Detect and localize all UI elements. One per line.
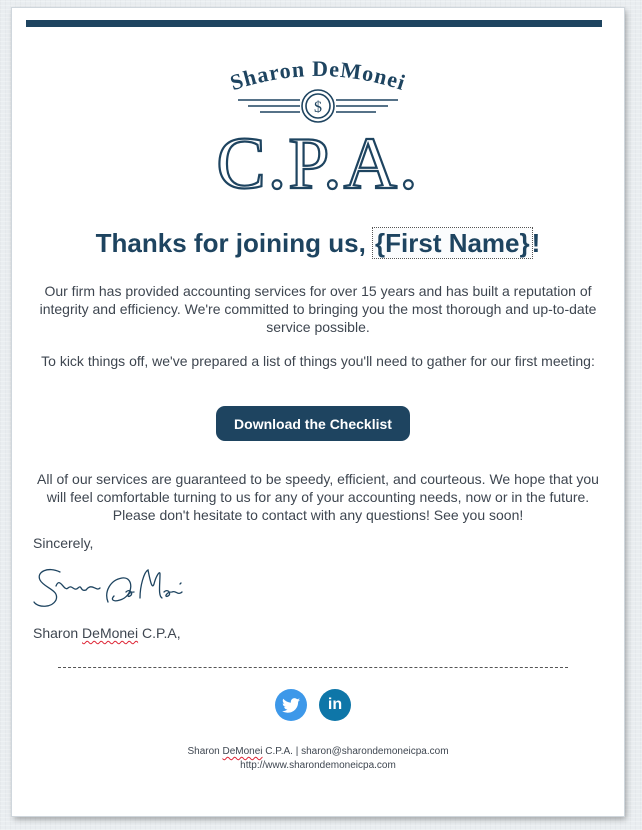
- intro-paragraph: Our firm has provided accounting services for over 15 years and has built a reputation of integrity and efficiency. We're committed to bringing you the most thorough and up-to-date service possible.: [39, 283, 597, 335]
- closing-text: Sincerely,: [33, 535, 94, 551]
- page-title: [12, 228, 624, 259]
- checklist-paragraph: To kick things off, we've prepared a list of things you'll need to gather for our first meeting:: [41, 353, 595, 369]
- headline-exclaim: !: [531, 228, 541, 258]
- logo-name: Sharon DeMonei: [227, 55, 410, 96]
- linkedin-icon: in: [327, 696, 343, 713]
- logo-title: C.P.A.: [216, 123, 420, 198]
- signature-image: [30, 562, 190, 618]
- first-name-merge-tag[interactable]: {First Name}: [375, 228, 530, 258]
- signer-suffix: C.P.A,: [138, 625, 181, 641]
- top-accent-bar: [26, 20, 602, 27]
- twitter-icon: [282, 698, 300, 713]
- services-paragraph: All of our services are guaranteed to be speedy, efficient, and courteous. We hope that you will feel comfortable turning to us for any of your accounting needs, now or in the future. Please don't hesitate to contact with any questions! See you soon!: [37, 471, 599, 523]
- footer-divider: [58, 667, 568, 668]
- footer-email[interactable]: C.P.A. | sharon@sharondemoneicpa.com: [262, 746, 449, 757]
- signer-name: [33, 625, 181, 641]
- headline-text: Thanks for joining us,: [95, 228, 374, 258]
- signer-first-name: Sharon: [33, 625, 83, 641]
- footer-website-link[interactable]: http://www.sharondemoneicpa.com: [240, 760, 396, 771]
- logo: [12, 48, 624, 198]
- footer-name-first: Sharon: [187, 746, 223, 757]
- email-card: [12, 8, 624, 816]
- linkedin-button[interactable]: [319, 689, 351, 721]
- dollar-icon: $: [314, 99, 322, 116]
- footer-name-last: DeMonei: [222, 746, 263, 757]
- signer-last-name: DeMonei: [82, 625, 139, 641]
- footer-contact: [12, 746, 624, 757]
- download-checklist-button[interactable]: Download the Checklist: [216, 406, 410, 441]
- twitter-button[interactable]: [275, 689, 307, 721]
